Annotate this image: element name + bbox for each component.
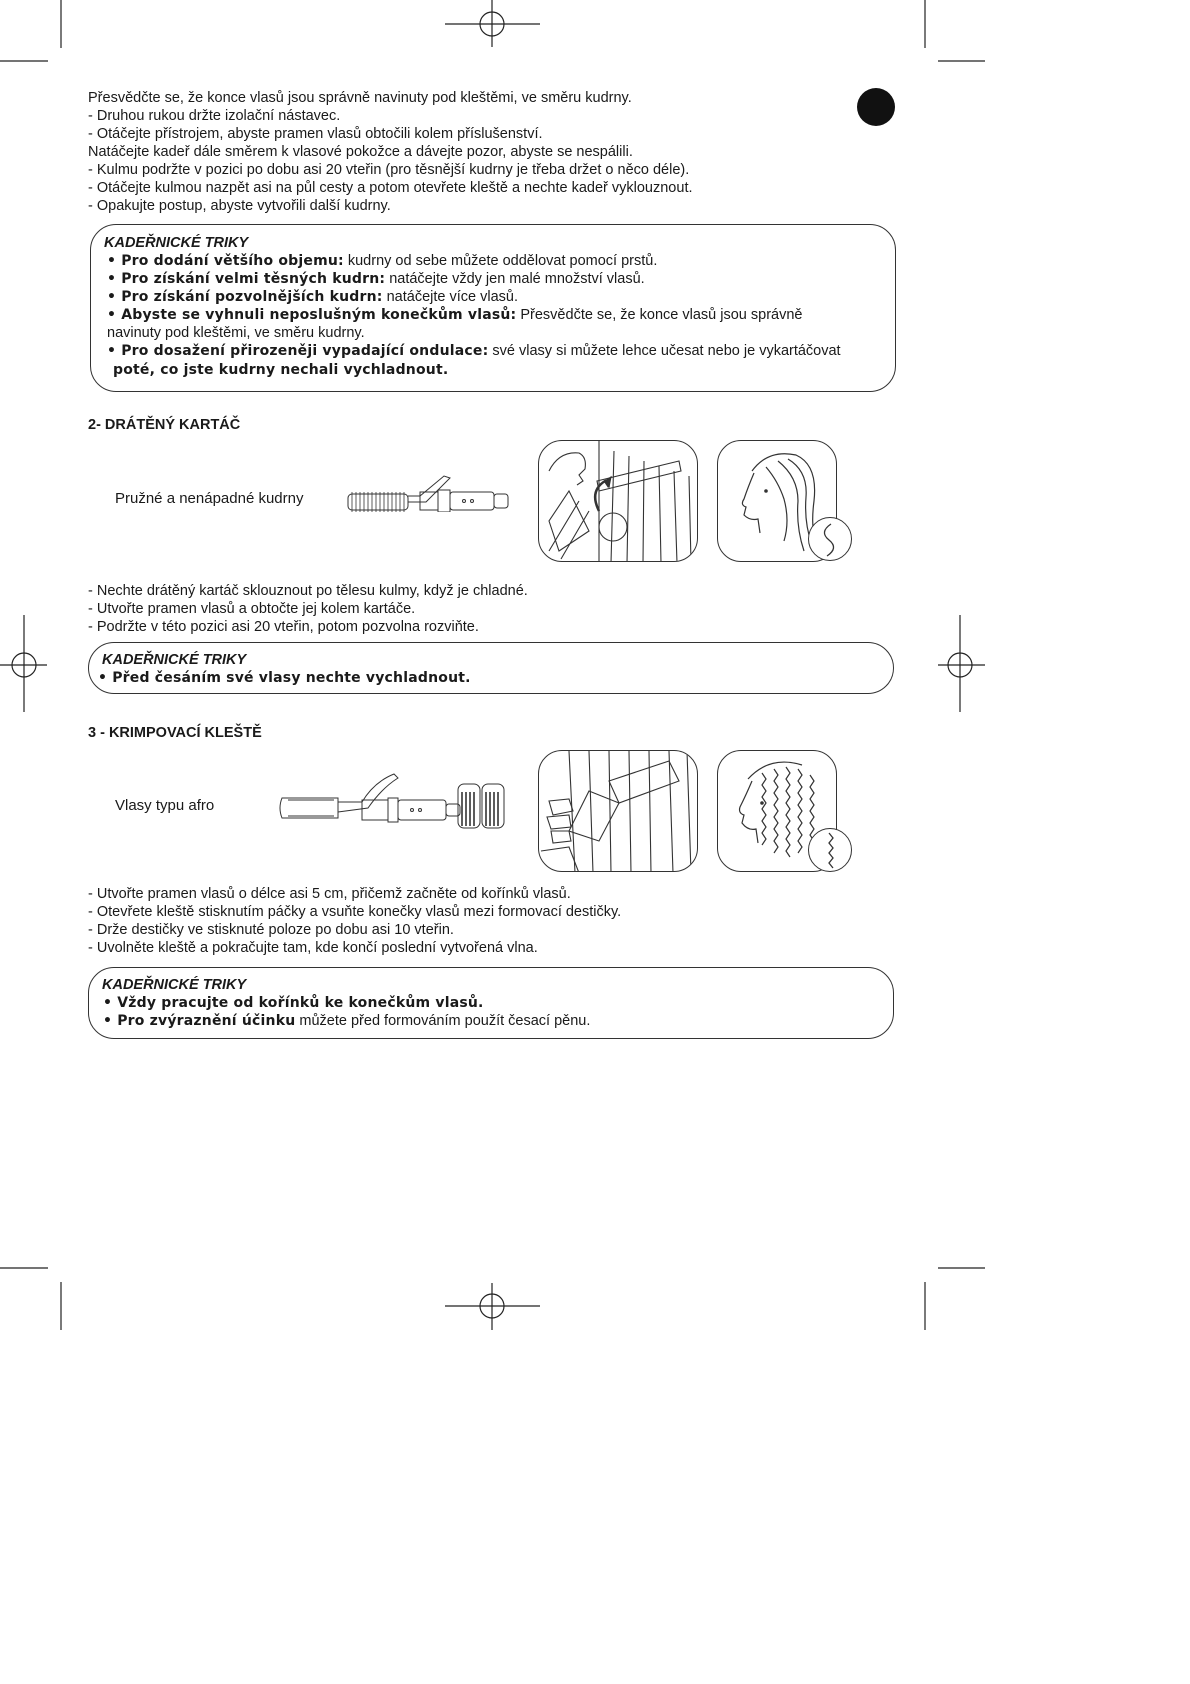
crimping-iron-icon (278, 772, 548, 830)
black-dot-icon (857, 88, 895, 126)
section-heading-brush: 2- DRÁTĚNÝ KARTÁČ (88, 417, 241, 433)
crimper-step: - Uvolněte kleště a pokračujte tam, kde končí poslední vytvořená vlna. (88, 940, 538, 956)
illustration-brushing (538, 440, 698, 562)
tip-bold: • Abyste se vyhnuli neposlušným konečkům vlasů: (107, 307, 517, 323)
tips-box-2 (88, 642, 894, 694)
tip-text: Přesvědčte se, že konce vlasů jsou správně (516, 307, 803, 323)
tip-bold: • Pro dosažení přirozeněji vypadající ondulace: (107, 343, 489, 359)
tip-item (107, 288, 518, 306)
tips-box-1 (90, 224, 896, 392)
tip-bold: • Vždy pracujte od kořínků ke konečkům vlasů. (103, 995, 484, 1011)
section-heading-crimper: 3 - KRIMPOVACÍ KLEŠTĚ (88, 725, 262, 741)
tip-bold: • Pro dodání většího objemu: (107, 253, 344, 269)
tip-item (103, 1012, 590, 1030)
tips-title: KADEŘNICKÉ TRIKY (104, 235, 249, 251)
tip-item (98, 669, 471, 687)
tip-item (107, 342, 841, 360)
tips-title: KADEŘNICKÉ TRIKY (102, 977, 247, 993)
section-label-crimper: Vlasy typu afro (115, 797, 215, 814)
brush-step: - Podržte v této pozici asi 20 vteřin, potom pozvolna rozviňte. (88, 619, 479, 635)
tip-text: navinuty pod kleštěmi, ve směru kudrny. (107, 325, 365, 341)
intro-line: Natáčejte kadeř dále směrem k vlasové pokožce a dávejte pozor, abyste se nespálili. (88, 144, 633, 160)
tip-bold: poté, co jste kudrny nechali vychladnout. (113, 362, 449, 378)
brush-step: - Utvořte pramen vlasů a obtočte jej kolem kartáče. (88, 601, 416, 617)
intro-line: Přesvědčte se, že konce vlasů jsou správně navinuty pod kleštěmi, ve směru kudrny. (88, 90, 632, 106)
intro-line: - Otáčejte kulmou nazpět asi na půl cesty a potom otevřete kleště a nechte kadeř vyklouznout. (88, 180, 693, 196)
crimper-step: - Drže destičky ve stisknuté poloze po dobu asi 10 vteřin. (88, 922, 454, 938)
tips-box-3 (88, 967, 894, 1039)
tip-text: můžete před formováním použít česací pěnu. (295, 1013, 591, 1029)
curling-iron-brush-icon (340, 462, 516, 512)
tip-item (107, 324, 365, 342)
tip-item (107, 252, 657, 270)
tip-bold: • Pro získání pozvolnějších kudrn: (107, 289, 383, 305)
tip-text: natáčejte vždy jen malé množství vlasů. (385, 271, 645, 287)
tip-text: natáčejte více vlasů. (382, 289, 519, 305)
illustration-crimping (538, 750, 698, 872)
wave-detail-circle (808, 828, 852, 872)
tip-item (103, 994, 484, 1012)
tip-bold: • Před česáním své vlasy nechte vychladnout. (98, 670, 471, 686)
crimper-step: - Utvořte pramen vlasů o délce asi 5 cm, přičemž začněte od kořínků vlasů. (88, 886, 571, 902)
crimper-step: - Otevřete kleště stisknutím páčky a vsuňte konečky vlasů mezi formovací destičky. (88, 904, 622, 920)
intro-line: - Druhou rukou držte izolační nástavec. (88, 108, 341, 124)
tip-item (113, 361, 448, 379)
intro-line: - Otáčejte přístrojem, abyste pramen vlasů obtočili kolem příslušenství. (88, 126, 543, 142)
tip-item (107, 306, 802, 324)
tip-text: své vlasy si můžete lehce učesat nebo je vykartáčovat (488, 343, 841, 359)
intro-line: - Kulmu podržte v pozici po dobu asi 20 vteřin (pro těsnější kudrny je třeba držet o něco déle). (88, 162, 690, 178)
curl-detail-circle (808, 517, 852, 561)
section-label-brush: Pružné a nenápadné kudrny (115, 490, 304, 507)
brush-step: - Nechte drátěný kartáč sklouznout po tělesu kulmy, když je chladné. (88, 583, 528, 599)
tips-title: KADEŘNICKÉ TRIKY (102, 652, 247, 668)
tip-bold: • Pro získání velmi těsných kudrn: (107, 271, 386, 287)
intro-line: - Opakujte postup, abyste vytvořili další kudrny. (88, 198, 391, 214)
tip-text: kudrny od sebe můžete oddělovat pomocí prstů. (343, 253, 658, 269)
tip-item (107, 270, 645, 288)
tip-bold: • Pro zvýraznění účinku (103, 1013, 296, 1029)
